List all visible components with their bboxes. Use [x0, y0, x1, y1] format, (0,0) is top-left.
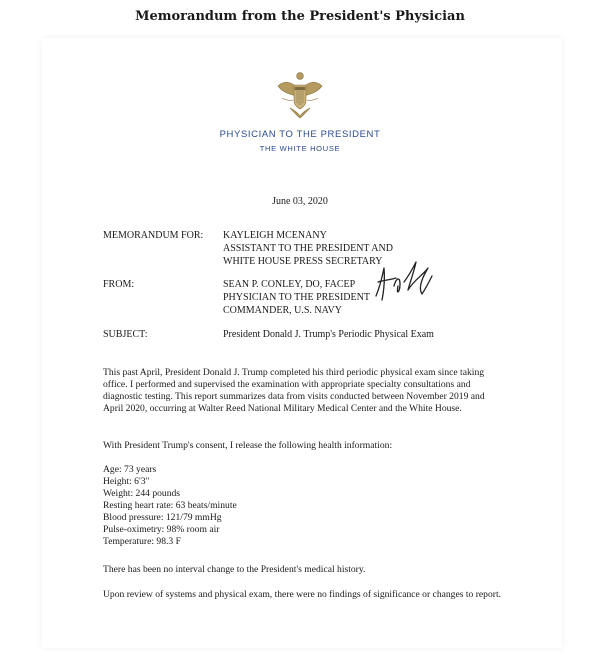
memo-date: June 03, 2020 [272, 196, 328, 207]
review-text: Upon review of systems and physical exam, there were no findings of significance or changes to report. [103, 589, 502, 600]
sender-title-1: PHYSICIAN TO THE PRESIDENT [223, 292, 370, 303]
from-label: FROM: [103, 279, 135, 290]
vital-height: Height: 6'3" [103, 476, 150, 487]
letterhead-office: PHYSICIAN TO THE PRESIDENT [219, 129, 381, 140]
intro-text: This past April, President Donald J. Trump completed his third periodic physical exam since taking office. I performed and supervised the examination with appropriate specialty consultations and diagnostic testing. This report summarizes data from visits conducted between November 2019 and April 2020, occurring at Walter Reed National Military Medical Center and the White House. [103, 367, 485, 414]
history-paragraph [103, 564, 503, 576]
handwritten-signature-icon [370, 256, 442, 306]
sender-title-2: COMMANDER, U.S. NAVY [223, 305, 342, 316]
sender-name: SEAN P. CONLEY, DO, FACEP [223, 279, 356, 290]
page-title: Memorandum from the President's Physician [135, 9, 465, 24]
vitals-list [103, 464, 503, 548]
vital-weight: Weight: 244 pounds [103, 488, 181, 499]
presidential-eagle-seal-icon [276, 70, 324, 120]
recipient-title-1: ASSISTANT TO THE PRESIDENT AND [223, 243, 393, 254]
consent-text: With President Trump's consent, I release the following health information: [103, 440, 393, 451]
subject-value: President Donald J. Trump's Periodic Physical Exam [223, 329, 434, 340]
subject-label: SUBJECT: [103, 329, 148, 340]
memorandum-for-label: MEMORANDUM FOR: [103, 230, 204, 241]
vital-temperature: Temperature: 98.3 F [103, 536, 181, 547]
vital-pulse-oximetry: Pulse-oximetry: 98% room air [103, 524, 220, 535]
letterhead-white-house: THE WHITE HOUSE [259, 144, 341, 153]
recipient-name: KAYLEIGH MCENANY [223, 230, 327, 241]
vital-age: Age: 73 years [103, 464, 157, 475]
review-paragraph [103, 589, 503, 601]
recipient-title-2: WHITE HOUSE PRESS SECRETARY [223, 256, 383, 267]
consent-paragraph [103, 440, 503, 452]
intro-paragraph [103, 367, 503, 415]
vital-heart-rate: Resting heart rate: 63 beats/minute [103, 500, 237, 511]
vital-blood-pressure: Blood pressure: 121/79 mmHg [103, 512, 222, 523]
history-text: There has been no interval change to the President's medical history. [103, 564, 366, 575]
